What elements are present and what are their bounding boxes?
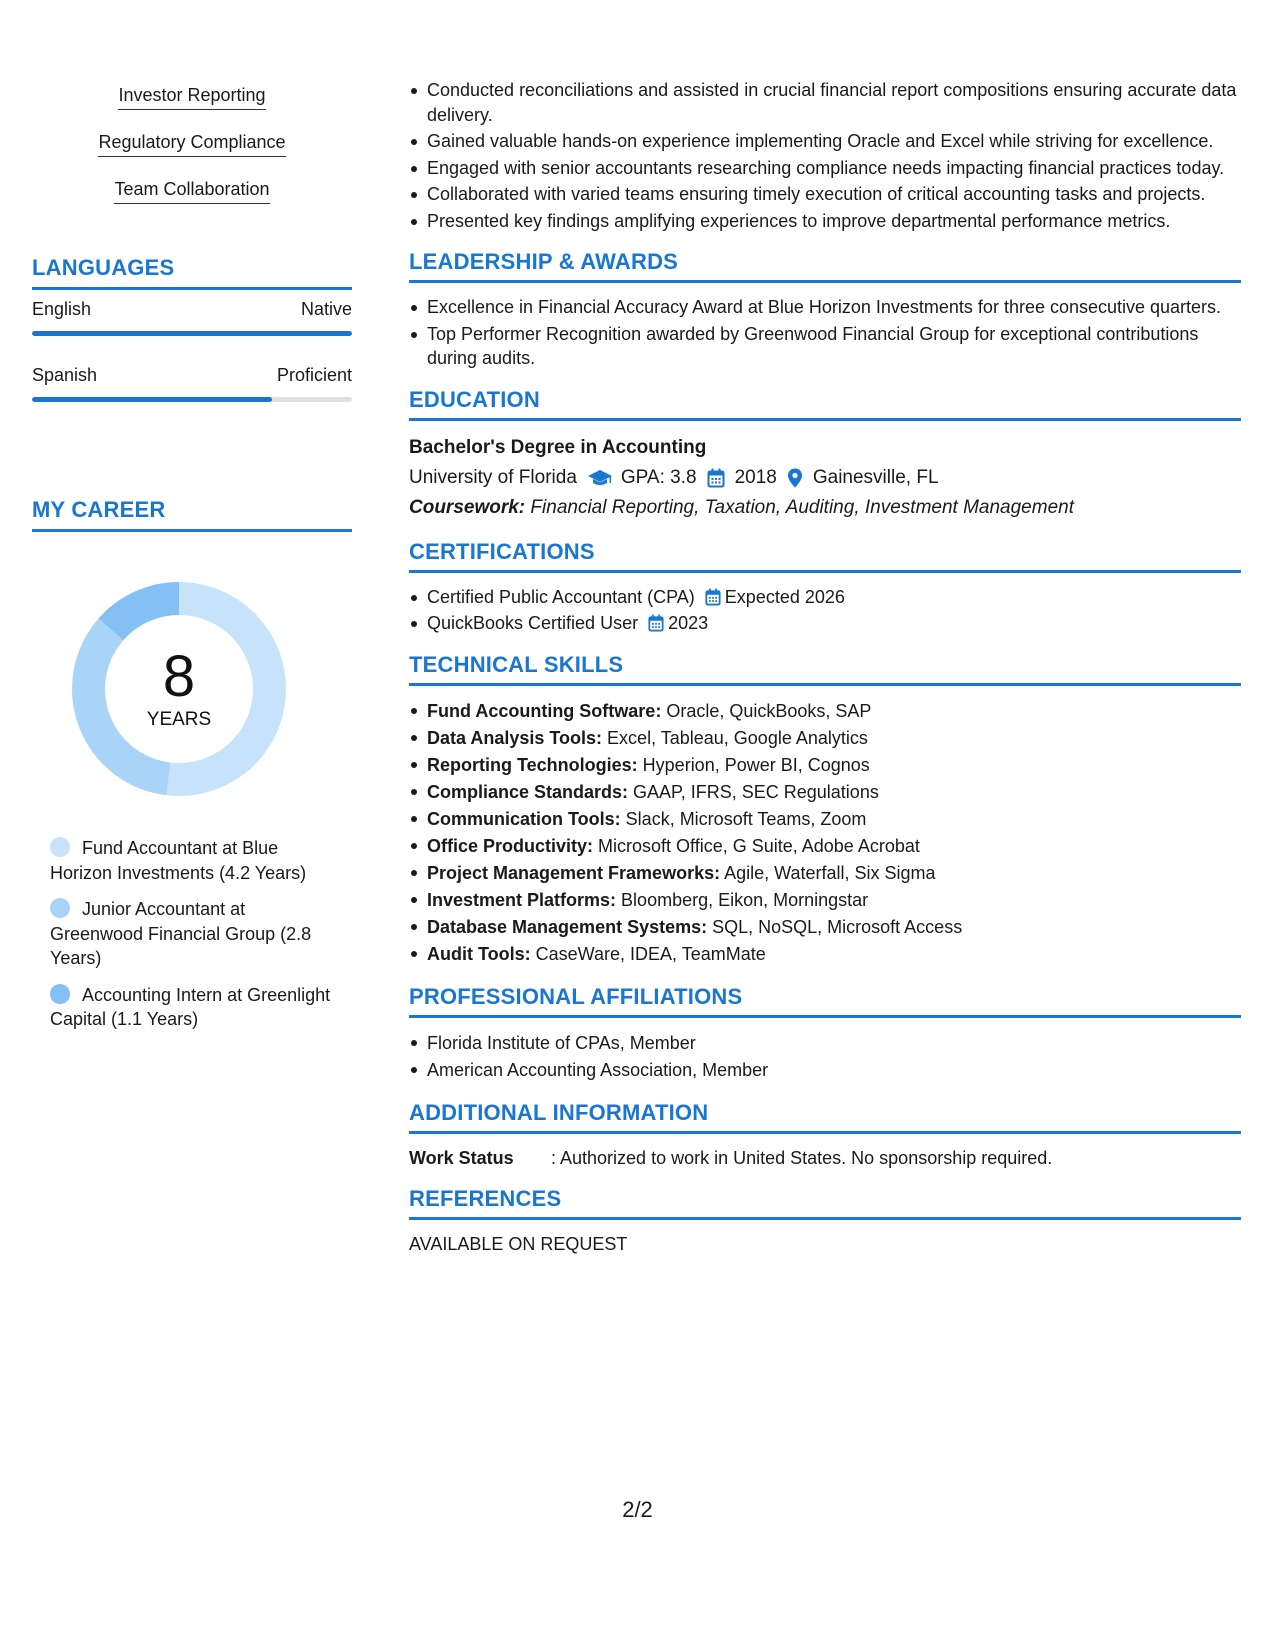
affiliations-heading: PROFESSIONAL AFFILIATIONS (409, 984, 1241, 1018)
skill-label: Compliance Standards: (427, 781, 629, 802)
skill-item (409, 779, 1241, 806)
legend-item (50, 983, 340, 1032)
calendar-icon (648, 614, 664, 632)
coursework-value: Financial Reporting, Taxation, Auditing, Investment Management (525, 496, 1074, 518)
skill-item (409, 914, 1241, 941)
career-total-years: 8 (162, 644, 196, 709)
education-gpa: GPA: 3.8 (620, 466, 697, 488)
legend-dot (50, 898, 70, 918)
certification-name: Certified Public Accountant (CPA) (427, 586, 695, 607)
skill-value: CaseWare, IDEA, TeamMate (530, 943, 766, 964)
skill-tag: Team Collaboration (114, 178, 269, 204)
skill-label: Data Analysis Tools: (427, 727, 603, 748)
language-level: Proficient (276, 365, 352, 385)
education-year: 2018 (734, 466, 777, 488)
work-status-label: Work Status (409, 1147, 514, 1168)
calendar-icon (705, 588, 721, 606)
calendar-icon (707, 468, 727, 488)
skill-value: SQL, NoSQL, Microsoft Access (707, 916, 963, 937)
right-column (409, 78, 1241, 1256)
experience-bullet: Conducted reconciliations and assisted in crucial financial report compositions ensuring accurate data delivery. (409, 78, 1241, 127)
experience-bullet: Presented key findings amplifying experiences to improve departmental performance metrics. (409, 209, 1241, 234)
language-row (32, 298, 352, 336)
language-level: Native (300, 299, 352, 319)
certification-name: QuickBooks Certified User (427, 613, 639, 633)
skill-item (409, 698, 1241, 725)
languages-heading: LANGUAGES (32, 255, 352, 290)
coursework-label: Coursework: (409, 496, 526, 518)
skill-label: Reporting Technologies: (427, 754, 638, 775)
skill-value: Hyperion, Power BI, Cognos (637, 754, 870, 775)
legend-item (50, 897, 340, 971)
career-heading: MY CAREER (32, 497, 352, 532)
technical-skills-heading: TECHNICAL SKILLS (409, 652, 1241, 686)
career-total-label: YEARS (146, 709, 212, 730)
certifications-heading: CERTIFICATIONS (409, 539, 1241, 573)
skill-value: Slack, Microsoft Teams, Zoom (620, 808, 867, 829)
skill-value: Oracle, QuickBooks, SAP (661, 700, 872, 721)
technical-skills-list (409, 698, 1241, 968)
experience-bullet: Gained valuable hands-on experience implementing Oracle and Excel while striving for excellence. (409, 129, 1241, 154)
certification-item (409, 585, 1241, 610)
certification-date: 2023 (668, 613, 709, 633)
skill-label: Database Management Systems: (427, 916, 708, 937)
leadership-list (409, 295, 1241, 371)
skill-label: Fund Accounting Software: (427, 700, 662, 721)
skill-tag: Regulatory Compliance (98, 131, 285, 157)
additional-info-heading: ADDITIONAL INFORMATION (409, 1100, 1241, 1134)
career-legend (50, 836, 340, 1044)
education-degree: Bachelor's Degree in Accounting (409, 436, 707, 458)
language-bar (32, 331, 352, 336)
award-item: Top Performer Recognition awarded by Greenwood Financial Group for exceptional contributions during audits. (409, 322, 1241, 371)
skill-item (409, 860, 1241, 887)
legend-label: Junior Accountant at Greenwood Financial Group (2.8 Years) (50, 899, 312, 968)
skill-value: Microsoft Office, G Suite, Adobe Acrobat (593, 835, 920, 856)
legend-dot (50, 837, 70, 857)
skill-label: Project Management Frameworks: (427, 862, 721, 883)
location-pin-icon (787, 468, 805, 488)
award-item: Excellence in Financial Accuracy Award at Blue Horizon Investments for three consecutive quarters. (409, 295, 1241, 320)
legend-dot (50, 984, 70, 1004)
work-status-value: : Authorized to work in United States. No sponsorship required. (551, 1147, 1053, 1168)
donut-center (65, 575, 293, 803)
experience-bullets (409, 78, 1241, 233)
affiliations-list (409, 1030, 1241, 1084)
skill-item (409, 752, 1241, 779)
skill-item (409, 941, 1241, 968)
experience-bullet: Engaged with senior accountants researching compliance needs impacting financial practices today. (409, 156, 1241, 181)
certification-item (409, 611, 1241, 636)
work-status-row (409, 1146, 1241, 1170)
education-heading: EDUCATION (409, 387, 1241, 421)
skill-tags (32, 84, 352, 204)
page-number: 2/2 (622, 1497, 653, 1522)
language-name: Spanish (32, 365, 98, 385)
skill-tag: Investor Reporting (118, 84, 265, 110)
skill-label: Investment Platforms: (427, 889, 617, 910)
career-donut-chart (65, 575, 293, 803)
affiliation-item: Florida Institute of CPAs, Member (409, 1030, 1241, 1057)
references-text: AVAILABLE ON REQUEST (409, 1233, 628, 1254)
affiliation-item: American Accounting Association, Member (409, 1057, 1241, 1084)
skill-item (409, 833, 1241, 860)
education-details (409, 463, 1241, 493)
legend-label: Accounting Intern at Greenlight Capital (1.1 Years) (50, 984, 331, 1029)
left-column (32, 84, 352, 1029)
skill-value: Excel, Tableau, Google Analytics (602, 727, 868, 748)
certifications-list (409, 585, 1241, 636)
references-heading: REFERENCES (409, 1186, 1241, 1220)
skill-value: Agile, Waterfall, Six Sigma (720, 862, 936, 883)
skill-label: Office Productivity: (427, 835, 594, 856)
language-row (32, 364, 352, 402)
skill-label: Audit Tools: (427, 943, 531, 964)
leadership-heading: LEADERSHIP & AWARDS (409, 249, 1241, 283)
experience-bullet: Collaborated with varied teams ensuring timely execution of critical accounting tasks and projects. (409, 182, 1241, 207)
language-bar-fill (32, 331, 352, 336)
skill-value: Bloomberg, Eikon, Morningstar (616, 889, 869, 910)
education-coursework (409, 493, 1241, 523)
skill-value: GAAP, IFRS, SEC Regulations (628, 781, 879, 802)
skill-item (409, 725, 1241, 752)
skill-item (409, 887, 1241, 914)
language-bar (32, 397, 352, 402)
legend-item (50, 836, 340, 885)
language-bar-fill (32, 397, 272, 402)
skill-label: Communication Tools: (427, 808, 621, 829)
language-name: English (32, 299, 92, 319)
certification-date: Expected 2026 (724, 586, 845, 607)
legend-label: Fund Accountant at Blue Horizon Investments (4.2 Years) (50, 838, 307, 883)
graduation-cap-icon (587, 468, 613, 488)
skill-item (409, 806, 1241, 833)
education-school: University of Florida (409, 466, 577, 488)
education-location: Gainesville, FL (812, 466, 939, 488)
